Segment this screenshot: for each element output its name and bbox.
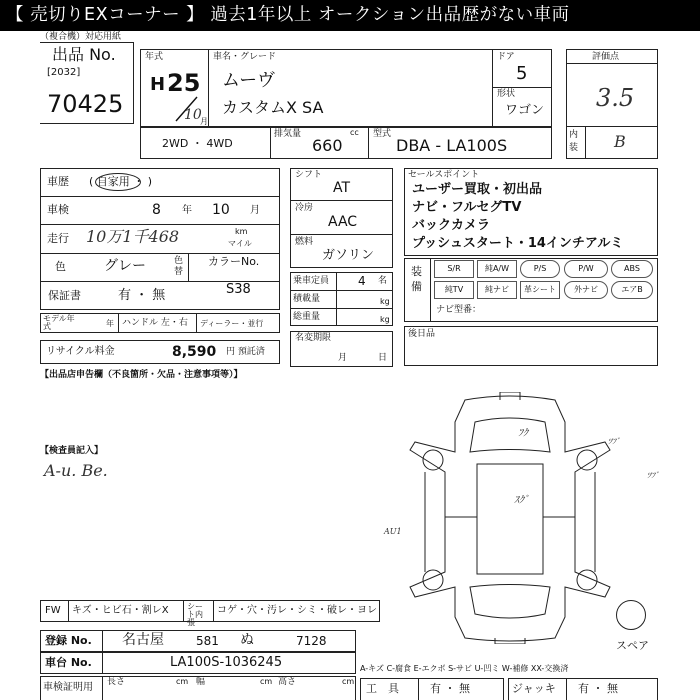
load-kg: kg (380, 297, 390, 306)
equip-leather: 革シート (520, 281, 560, 299)
equip-abs: ABS (611, 260, 653, 278)
displacement-label: 排気量 (274, 129, 302, 139)
equip-ext-navi: 外ナビ (564, 281, 608, 299)
diagram-note-top: ﾌｸ (518, 428, 528, 439)
reg-city: 名古屋 (122, 632, 164, 648)
year-value: 25 (167, 69, 201, 97)
year-slash (172, 95, 202, 123)
score: 3.5 (596, 84, 635, 112)
spare-tire-icon (616, 600, 646, 630)
equip-ps: P/S (520, 260, 560, 278)
warranty-label: 保証書 (48, 289, 81, 302)
body-shape: ワゴン (505, 103, 545, 118)
cert-length-unit: cm (176, 677, 189, 686)
sales-point-4: プッシュスタート・14インチアルミ (412, 236, 624, 251)
change-day: 日 (378, 353, 388, 363)
inspection-month: 10 (212, 202, 230, 218)
sales-label: セールスポイント (408, 170, 480, 180)
cert-label: 車検証明用 (43, 682, 93, 693)
model-year-unit: 年 (106, 319, 114, 328)
history-label: 車歴 (47, 175, 69, 188)
doors: 5 (516, 63, 528, 84)
mileage-km: km (235, 227, 248, 236)
fuel-value: ガソリン (322, 248, 375, 263)
jack-value: 有 ・ 無 (578, 682, 618, 695)
lot-number: 70425 (47, 90, 124, 118)
recycle-value: 8,590 (172, 344, 217, 360)
cert-width: 幅 (196, 677, 206, 687)
equip-pw: P/W (564, 260, 608, 278)
damage-legend: A-キズ C-腐食 E-エクボ S-サビ U-凹ミ W-補修 XX-交換済 (360, 664, 569, 673)
cert-height: 高さ (278, 677, 297, 687)
color-label: 色 (55, 260, 66, 273)
inspector-note: A-u. Be. (44, 461, 108, 480)
score-label: 評価点 (592, 52, 620, 62)
dealer: ディーラー・並行 (200, 319, 264, 328)
inspection-year: 8 (152, 202, 161, 218)
navi-type: ナビ型番： (436, 305, 482, 315)
shape-label: 形状 (497, 89, 516, 99)
month-value: 10 (184, 107, 202, 123)
capacity-value: 4 (358, 274, 366, 288)
displacement: 660 (312, 136, 343, 155)
equip-tv: 純TV (434, 281, 474, 299)
shift-value: AT (333, 180, 351, 196)
ac-value: AAC (328, 214, 358, 230)
banner-title: 【 売切りEXコーナー 】 過去1年以上 オークション出品歴がない車両 (0, 0, 700, 31)
month-unit-left: 月 (250, 205, 260, 216)
reg-num: 7128 (296, 634, 327, 648)
grade: カスタムX SA (222, 98, 324, 117)
ac-label: 冷房 (295, 203, 314, 213)
multi-note: （複合機）対応用紙 (40, 32, 122, 42)
seat-options: コゲ・穴・汚レ・シミ・破レ・ヨレ (217, 605, 377, 616)
sales-point-1: ユーザー買取・初出品 (412, 182, 543, 197)
equip-alloy: 純A/W (477, 260, 517, 278)
cc-unit: cc (350, 128, 359, 137)
sales-point-2: ナビ・フルセグTV (412, 200, 522, 215)
history-circle (95, 173, 141, 191)
tools-value: 有 ・ 無 (430, 682, 470, 695)
mileage-mile: マイル (228, 239, 252, 248)
inspector-label: 【検査員記入】 (40, 446, 104, 456)
diagram-note-center: ｽｸﾞ (514, 495, 529, 506)
reg-kana: ぬ (240, 632, 254, 648)
jack-label: ジャッキ (512, 682, 556, 695)
fw-label: FW (45, 605, 61, 616)
equip-label: 装備 (411, 265, 422, 293)
name-label: 車名・グレード (213, 52, 277, 62)
chassis-value: LA100S-1036245 (170, 655, 283, 670)
reg-class: 581 (196, 634, 219, 648)
capacity-label: 乗車定員 (293, 276, 330, 286)
chassis-label: 車台 No. (45, 656, 92, 669)
equip-airbag: エアB (611, 281, 653, 299)
handle: ハンドル 左・右 (122, 318, 188, 328)
seat-label: シート内張 (187, 602, 203, 627)
color-no: S38 (226, 282, 251, 297)
color-value: グレー (104, 258, 146, 274)
weight-label: 総重量 (293, 312, 321, 322)
mileage-value: 10万1千468 (86, 227, 180, 246)
year-unit: 年 (182, 205, 192, 216)
shift-label: シフト (295, 170, 323, 180)
spare-label: スペア (616, 639, 649, 652)
load-label: 積載量 (293, 294, 321, 304)
history-value: ( 自家用 ・ ) (89, 175, 153, 188)
delivery-block (404, 326, 658, 366)
seller-notes-label: 【出品店申告欄（不良箇所・欠品・注意事項等）】 (40, 370, 243, 380)
interior: B (614, 132, 626, 151)
era: H (150, 74, 166, 95)
door-label: ドア (497, 52, 515, 62)
color-no-label: カラーNo. (208, 255, 260, 268)
repaint-label: 色替 (174, 256, 184, 277)
cert-length: 長さ (107, 677, 126, 687)
equip-navi: 純ナビ (477, 281, 517, 299)
month-unit: 月 (200, 117, 208, 126)
lot-label: 出品 No. (52, 45, 116, 64)
delivery-label: 後日品 (408, 329, 436, 339)
cert-width-unit: cm (260, 677, 273, 686)
diagram-note-fl: ﾂﾌﾞ (608, 437, 620, 446)
fuel-label: 燃料 (295, 237, 314, 247)
cert-height-unit: cm (342, 677, 355, 686)
car-damage-diagram (405, 392, 615, 644)
model: DBA - LA100S (396, 136, 508, 155)
diagram-note-right: ﾂﾌﾞ (647, 471, 659, 480)
recycle-unit: 円 預託済 (226, 347, 265, 357)
warranty-value: 有 ・ 無 (118, 288, 166, 303)
drive: 2WD ・ 4WD (162, 137, 233, 150)
car-name: ムーヴ (222, 70, 276, 91)
model-year-label: モデル年式 (43, 314, 75, 331)
inspection-label: 車検 (47, 203, 69, 216)
weight-kg: kg (380, 315, 390, 324)
fw-options: キズ・ヒビ石・割レX (72, 605, 169, 616)
interior-label: 内装 (569, 130, 579, 153)
diagram-note-left: AU1 (384, 527, 402, 536)
change-month: 月 (338, 353, 348, 363)
year-label: 年式 (145, 52, 164, 62)
model-label: 型式 (373, 129, 392, 139)
lot-sub: [2032] (47, 67, 81, 78)
equip-sr: S/R (434, 260, 474, 278)
reg-label: 登録 No. (45, 634, 92, 647)
mileage-label: 走行 (47, 232, 69, 245)
tools-label: 工 具 (366, 682, 399, 695)
sales-point-3: バックカメラ (412, 218, 491, 233)
recycle-label: リサイクル料金 (46, 346, 115, 357)
capacity-unit: 名 (378, 276, 388, 286)
change-label: 名変期限 (295, 333, 332, 343)
